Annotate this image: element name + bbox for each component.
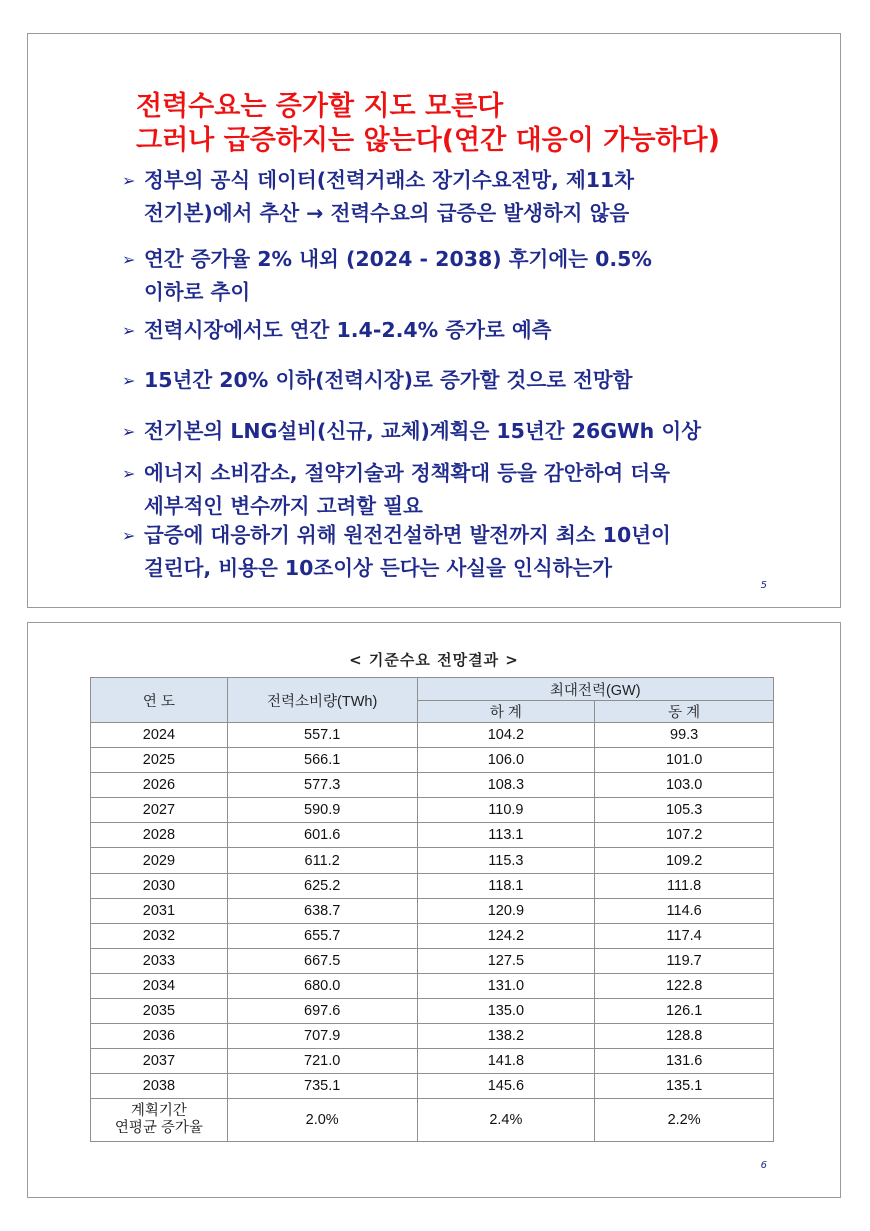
cell-energy: 680.0 xyxy=(227,973,417,998)
cell-winter: 119.7 xyxy=(595,948,774,973)
bullet-item-1 xyxy=(122,164,634,230)
bullet-item-7 xyxy=(122,519,671,585)
bullet-text: 급증에 대응하기 위해 원전건설하면 발전까지 최소 10년이 xyxy=(144,523,671,547)
bullet-text: 15년간 20% 이하(전력시장)로 증가할 것으로 전망함 xyxy=(144,368,633,392)
cell-winter: 103.0 xyxy=(595,773,774,798)
summary-label xyxy=(91,1099,228,1142)
cell-year: 2029 xyxy=(91,848,228,873)
cell-year: 2034 xyxy=(91,973,228,998)
bullet-text-cont: 이하로 추이 xyxy=(144,280,251,304)
cell-summer: 106.0 xyxy=(417,748,595,773)
cell-energy: 721.0 xyxy=(227,1049,417,1074)
table-row xyxy=(91,798,774,823)
table-row xyxy=(91,948,774,973)
cell-winter: 128.8 xyxy=(595,1024,774,1049)
summary-row xyxy=(91,1099,774,1142)
cell-year: 2024 xyxy=(91,723,228,748)
header-summer: 하 계 xyxy=(417,701,595,723)
bullet-text: 정부의 공식 데이터(전력거래소 장기수요전망, 제11차 xyxy=(144,168,635,192)
bullet-text: 연간 증가율 2% 내외 (2024 - 2038) 후기에는 0.5% xyxy=(144,247,652,271)
table-row xyxy=(91,748,774,773)
table-row xyxy=(91,923,774,948)
cell-summer: 124.2 xyxy=(417,923,595,948)
table-row xyxy=(91,1049,774,1074)
cell-summer: 141.8 xyxy=(417,1049,595,1074)
title-line-1: 전력수요는 증가할 지도 모른다 xyxy=(136,91,504,122)
table-row xyxy=(91,823,774,848)
cell-year: 2025 xyxy=(91,748,228,773)
summary-label-line: 연평균 증가율 xyxy=(114,1120,203,1137)
table-title: < 기준수요 전망결과 > xyxy=(349,651,519,669)
cell-winter: 135.1 xyxy=(595,1074,774,1099)
slide-5 xyxy=(27,33,841,608)
cell-energy: 577.3 xyxy=(227,773,417,798)
cell-year: 2030 xyxy=(91,873,228,898)
summary-winter: 2.2% xyxy=(595,1099,774,1142)
bullet-item-6 xyxy=(122,457,670,523)
cell-year: 2032 xyxy=(91,923,228,948)
cell-winter: 131.6 xyxy=(595,1049,774,1074)
table-row xyxy=(91,1074,774,1099)
cell-summer: 138.2 xyxy=(417,1024,595,1049)
cell-summer: 104.2 xyxy=(417,723,595,748)
cell-winter: 114.6 xyxy=(595,898,774,923)
cell-summer: 118.1 xyxy=(417,873,595,898)
cell-energy: 625.2 xyxy=(227,873,417,898)
cell-year: 2031 xyxy=(91,898,228,923)
table-row xyxy=(91,723,774,748)
cell-winter: 107.2 xyxy=(595,823,774,848)
cell-energy: 566.1 xyxy=(227,748,417,773)
cell-summer: 131.0 xyxy=(417,973,595,998)
bullet-text-cont: 세부적인 변수까지 고려할 필요 xyxy=(144,494,423,518)
cell-winter: 117.4 xyxy=(595,923,774,948)
cell-winter: 105.3 xyxy=(595,798,774,823)
bullet-item-5 xyxy=(122,415,701,448)
bullet-arrow-icon: ➢ xyxy=(122,250,136,269)
header-peak: 최대전력(GW) xyxy=(417,678,773,701)
cell-energy: 601.6 xyxy=(227,823,417,848)
slide-6 xyxy=(27,622,841,1198)
header-winter: 동 계 xyxy=(595,701,774,723)
bullet-arrow-icon: ➢ xyxy=(122,526,136,545)
bullet-text: 전기본의 LNG설비(신규, 교체)계획은 15년간 26GWh 이상 xyxy=(144,419,701,443)
summary-summer: 2.4% xyxy=(417,1099,595,1142)
cell-year: 2035 xyxy=(91,999,228,1024)
header-year: 연 도 xyxy=(91,678,228,723)
cell-energy: 707.9 xyxy=(227,1024,417,1049)
cell-winter: 99.3 xyxy=(595,723,774,748)
cell-year: 2026 xyxy=(91,773,228,798)
bullet-text-cont: 전기본)에서 추산 → 전력수요의 급증은 발생하지 않음 xyxy=(144,201,630,225)
bullet-item-3 xyxy=(122,314,551,347)
table-row xyxy=(91,898,774,923)
table-row xyxy=(91,873,774,898)
demand-forecast-table xyxy=(90,677,774,1142)
cell-energy: 697.6 xyxy=(227,999,417,1024)
cell-summer: 145.6 xyxy=(417,1074,595,1099)
cell-energy: 590.9 xyxy=(227,798,417,823)
bullet-text: 전력시장에서도 연간 1.4-2.4% 증가로 예측 xyxy=(144,318,552,342)
cell-summer: 110.9 xyxy=(417,798,595,823)
cell-winter: 109.2 xyxy=(595,848,774,873)
table-row xyxy=(91,848,774,873)
cell-year: 2038 xyxy=(91,1074,228,1099)
cell-winter: 122.8 xyxy=(595,973,774,998)
cell-summer: 108.3 xyxy=(417,773,595,798)
cell-summer: 127.5 xyxy=(417,948,595,973)
cell-energy: 655.7 xyxy=(227,923,417,948)
cell-energy: 638.7 xyxy=(227,898,417,923)
cell-energy: 611.2 xyxy=(227,848,417,873)
cell-year: 2033 xyxy=(91,948,228,973)
table-row xyxy=(91,773,774,798)
bullet-arrow-icon: ➢ xyxy=(122,422,136,441)
cell-winter: 101.0 xyxy=(595,748,774,773)
cell-summer: 135.0 xyxy=(417,999,595,1024)
page-number: 6 xyxy=(760,1160,767,1171)
cell-winter: 111.8 xyxy=(595,873,774,898)
cell-year: 2036 xyxy=(91,1024,228,1049)
cell-summer: 113.1 xyxy=(417,823,595,848)
cell-winter: 126.1 xyxy=(595,999,774,1024)
header-energy: 전력소비량(TWh) xyxy=(227,678,417,723)
cell-summer: 120.9 xyxy=(417,898,595,923)
bullet-text: 에너지 소비감소, 절약기술과 정책확대 등을 감안하여 더욱 xyxy=(144,461,670,485)
summary-energy: 2.0% xyxy=(227,1099,417,1142)
cell-energy: 667.5 xyxy=(227,948,417,973)
cell-summer: 115.3 xyxy=(417,848,595,873)
bullet-item-4 xyxy=(122,364,632,397)
bullet-arrow-icon: ➢ xyxy=(122,321,136,340)
bullet-arrow-icon: ➢ xyxy=(122,371,136,390)
cell-year: 2028 xyxy=(91,823,228,848)
title-line-2: 그러나 급증하지는 않는다(연간 대응이 가능하다) xyxy=(136,125,720,156)
table-row xyxy=(91,999,774,1024)
bullet-arrow-icon: ➢ xyxy=(122,171,136,190)
cell-year: 2027 xyxy=(91,798,228,823)
cell-energy: 557.1 xyxy=(227,723,417,748)
cell-year: 2037 xyxy=(91,1049,228,1074)
table-row xyxy=(91,973,774,998)
table-row xyxy=(91,1024,774,1049)
table-body xyxy=(91,723,774,1142)
slide-title xyxy=(136,90,720,158)
cell-energy: 735.1 xyxy=(227,1074,417,1099)
bullet-item-2 xyxy=(122,243,652,309)
bullet-text-cont: 걸린다, 비용은 10조이상 든다는 사실을 인식하는가 xyxy=(144,556,613,580)
bullet-arrow-icon: ➢ xyxy=(122,464,136,483)
summary-label-line: 계획기간 xyxy=(130,1103,187,1120)
page-number: 5 xyxy=(760,580,767,591)
